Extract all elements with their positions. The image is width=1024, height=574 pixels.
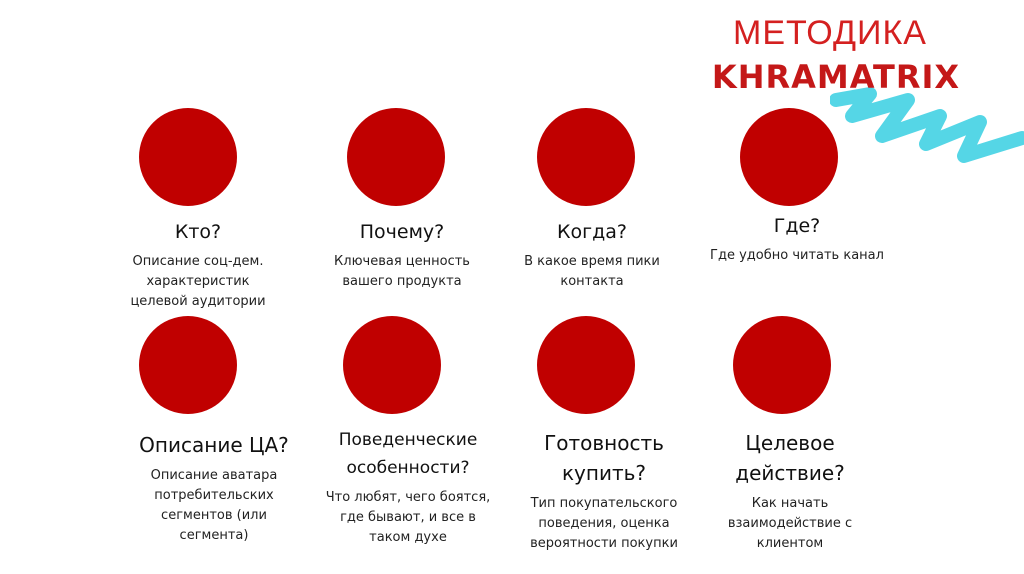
card-heading: Когда? <box>557 221 627 243</box>
card-description: В какое время пики контакта <box>524 254 660 289</box>
card-heading: Целевое действие? <box>735 431 845 485</box>
card-action <box>690 428 890 554</box>
card-heading: Почему? <box>359 221 445 243</box>
circle-marker-behavior <box>343 316 441 414</box>
card-description: Описание аватара потребительских сегментов (или сегмента) <box>150 468 278 543</box>
page-title-brand: KHRAMATRIX <box>711 58 961 96</box>
circle-marker-audience <box>139 316 237 414</box>
card-behavior <box>308 426 508 548</box>
card-heading: Описание ЦА? <box>139 433 289 457</box>
circle-marker-where <box>740 108 838 206</box>
card-description: Что любят, чего боятся, где бывают, и все в таком духе <box>325 490 491 545</box>
circle-marker-who <box>139 108 237 206</box>
page-title-line1: МЕТОДИКА <box>733 14 927 52</box>
card-when <box>492 218 692 292</box>
card-audience <box>114 430 314 546</box>
card-where <box>697 212 897 266</box>
circle-marker-readiness <box>537 316 635 414</box>
circle-marker-action <box>733 316 831 414</box>
card-heading: Поведенческие особенности? <box>338 430 478 478</box>
card-who <box>98 218 298 312</box>
card-why <box>302 218 502 292</box>
circle-marker-why <box>347 108 445 206</box>
card-heading: Готовность купить? <box>544 431 664 485</box>
card-description: Тип покупательского поведения, оценка вероятности покупки <box>530 496 678 551</box>
card-description: Как начать взаимодействие с клиентом <box>727 496 853 551</box>
card-description: Ключевая ценность вашего продукта <box>334 254 470 289</box>
card-description: Описание соц-дем. характеристик целевой аудитории <box>130 254 266 309</box>
card-readiness <box>504 428 704 554</box>
card-heading: Где? <box>773 215 821 237</box>
circle-marker-when <box>537 108 635 206</box>
card-heading: Кто? <box>174 221 222 243</box>
card-description: Где удобно читать канал <box>710 248 884 263</box>
